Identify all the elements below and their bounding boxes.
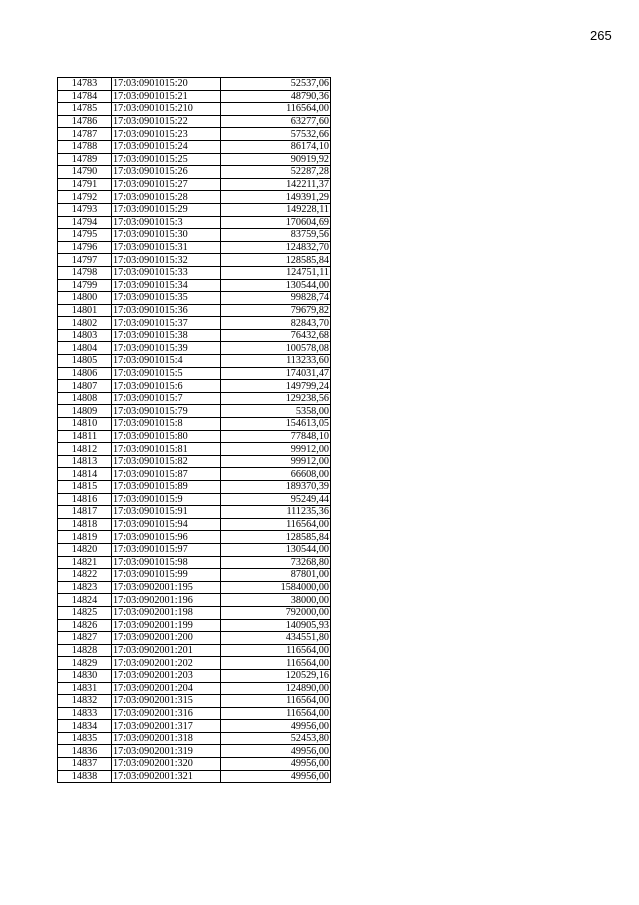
row-number-cell: 14822 (58, 569, 112, 582)
cadastral-value-cell: 128585,84 (221, 254, 331, 267)
cadastral-value-cell: 52537,06 (221, 78, 331, 91)
table-row (58, 543, 331, 556)
cadastral-value-cell: 90919,92 (221, 153, 331, 166)
cadastral-value-cell: 128585,84 (221, 531, 331, 544)
table-row (58, 254, 331, 267)
table-row (58, 140, 331, 153)
cadastral-number-cell: 17:03:0901015:91 (112, 506, 221, 519)
row-number-cell: 14816 (58, 493, 112, 506)
table-row (58, 266, 331, 279)
row-number-cell: 14806 (58, 367, 112, 380)
cadastral-value-cell: 124832,70 (221, 241, 331, 254)
cadastral-value-table (57, 77, 331, 783)
cadastral-number-cell: 17:03:0901015:98 (112, 556, 221, 569)
row-number-cell: 14810 (58, 418, 112, 431)
row-number-cell: 14838 (58, 770, 112, 783)
cadastral-number-cell: 17:03:0901015:37 (112, 317, 221, 330)
cadastral-number-cell: 17:03:0902001:199 (112, 619, 221, 632)
cadastral-number-cell: 17:03:0901015:97 (112, 543, 221, 556)
table-row (58, 103, 331, 116)
table-row (58, 745, 331, 758)
cadastral-value-cell: 434551,80 (221, 632, 331, 645)
cadastral-value-cell: 99912,00 (221, 443, 331, 456)
row-number-cell: 14820 (58, 543, 112, 556)
table-row (58, 355, 331, 368)
row-number-cell: 14821 (58, 556, 112, 569)
cadastral-number-cell: 17:03:0902001:196 (112, 594, 221, 607)
cadastral-number-cell: 17:03:0902001:321 (112, 770, 221, 783)
row-number-cell: 14831 (58, 682, 112, 695)
cadastral-number-cell: 17:03:0901015:7 (112, 392, 221, 405)
row-number-cell: 14836 (58, 745, 112, 758)
cadastral-value-cell: 76432,68 (221, 329, 331, 342)
cadastral-value-cell: 86174,10 (221, 140, 331, 153)
cadastral-value-cell: 99828,74 (221, 292, 331, 305)
cadastral-value-cell: 52287,28 (221, 166, 331, 179)
cadastral-number-cell: 17:03:0901015:23 (112, 128, 221, 141)
cadastral-number-cell: 17:03:0901015:30 (112, 229, 221, 242)
cadastral-number-cell: 17:03:0901015:87 (112, 468, 221, 481)
row-number-cell: 14792 (58, 191, 112, 204)
row-number-cell: 14798 (58, 266, 112, 279)
cadastral-value-cell: 174031,47 (221, 367, 331, 380)
table-row (58, 241, 331, 254)
cadastral-value-cell: 142211,37 (221, 178, 331, 191)
table-body (58, 78, 331, 783)
table-row (58, 619, 331, 632)
row-number-cell: 14801 (58, 304, 112, 317)
table-row (58, 518, 331, 531)
cadastral-value-cell: 52453,80 (221, 732, 331, 745)
cadastral-value-cell: 1584000,00 (221, 581, 331, 594)
cadastral-number-cell: 17:03:0901015:20 (112, 78, 221, 91)
table-row (58, 732, 331, 745)
cadastral-value-cell: 116564,00 (221, 103, 331, 116)
cadastral-number-cell: 17:03:0901015:33 (112, 266, 221, 279)
cadastral-value-cell: 73268,80 (221, 556, 331, 569)
cadastral-value-cell: 77848,10 (221, 430, 331, 443)
row-number-cell: 14830 (58, 669, 112, 682)
table-row (58, 317, 331, 330)
table-row (58, 418, 331, 431)
cadastral-value-cell: 116564,00 (221, 707, 331, 720)
row-number-cell: 14819 (58, 531, 112, 544)
cadastral-value-cell: 149228,11 (221, 203, 331, 216)
table-row (58, 707, 331, 720)
cadastral-value-cell: 63277,60 (221, 115, 331, 128)
cadastral-value-cell: 149799,24 (221, 380, 331, 393)
row-number-cell: 14791 (58, 178, 112, 191)
table-row (58, 304, 331, 317)
table-row (58, 279, 331, 292)
table-row (58, 78, 331, 91)
row-number-cell: 14818 (58, 518, 112, 531)
cadastral-value-cell: 83759,56 (221, 229, 331, 242)
row-number-cell: 14803 (58, 329, 112, 342)
row-number-cell: 14808 (58, 392, 112, 405)
row-number-cell: 14785 (58, 103, 112, 116)
cadastral-value-cell: 82843,70 (221, 317, 331, 330)
row-number-cell: 14823 (58, 581, 112, 594)
row-number-cell: 14784 (58, 90, 112, 103)
cadastral-number-cell: 17:03:0901015:99 (112, 569, 221, 582)
cadastral-value-cell: 5358,00 (221, 405, 331, 418)
cadastral-number-cell: 17:03:0902001:317 (112, 720, 221, 733)
row-number-cell: 14805 (58, 355, 112, 368)
table-row (58, 292, 331, 305)
row-number-cell: 14828 (58, 644, 112, 657)
table-row (58, 481, 331, 494)
cadastral-number-cell: 17:03:0901015:5 (112, 367, 221, 380)
cadastral-value-cell: 149391,29 (221, 191, 331, 204)
row-number-cell: 14834 (58, 720, 112, 733)
cadastral-number-cell: 17:03:0901015:21 (112, 90, 221, 103)
cadastral-number-cell: 17:03:0901015:3 (112, 216, 221, 229)
cadastral-number-cell: 17:03:0902001:316 (112, 707, 221, 720)
table-row (58, 758, 331, 771)
cadastral-value-cell: 154613,05 (221, 418, 331, 431)
cadastral-number-cell: 17:03:0902001:203 (112, 669, 221, 682)
cadastral-value-cell: 111235,36 (221, 506, 331, 519)
row-number-cell: 14795 (58, 229, 112, 242)
cadastral-number-cell: 17:03:0902001:319 (112, 745, 221, 758)
row-number-cell: 14827 (58, 632, 112, 645)
cadastral-value-cell: 116564,00 (221, 657, 331, 670)
cadastral-number-cell: 17:03:0901015:79 (112, 405, 221, 418)
cadastral-value-cell: 129238,56 (221, 392, 331, 405)
cadastral-value-cell: 66608,00 (221, 468, 331, 481)
cadastral-number-cell: 17:03:0901015:96 (112, 531, 221, 544)
cadastral-value-cell: 170604,69 (221, 216, 331, 229)
cadastral-value-cell: 57532,66 (221, 128, 331, 141)
table-row (58, 203, 331, 216)
row-number-cell: 14826 (58, 619, 112, 632)
table-row (58, 669, 331, 682)
table-row (58, 342, 331, 355)
row-number-cell: 14812 (58, 443, 112, 456)
row-number-cell: 14813 (58, 455, 112, 468)
cadastral-value-cell: 113233,60 (221, 355, 331, 368)
cadastral-value-cell: 124890,00 (221, 682, 331, 695)
cadastral-number-cell: 17:03:0901015:25 (112, 153, 221, 166)
row-number-cell: 14807 (58, 380, 112, 393)
row-number-cell: 14802 (58, 317, 112, 330)
cadastral-value-cell: 49956,00 (221, 770, 331, 783)
page-number: 265 (590, 28, 612, 43)
cadastral-number-cell: 17:03:0901015:210 (112, 103, 221, 116)
table-row (58, 443, 331, 456)
cadastral-value-cell: 49956,00 (221, 758, 331, 771)
cadastral-value-cell: 116564,00 (221, 695, 331, 708)
row-number-cell: 14804 (58, 342, 112, 355)
row-number-cell: 14811 (58, 430, 112, 443)
row-number-cell: 14832 (58, 695, 112, 708)
cadastral-number-cell: 17:03:0902001:318 (112, 732, 221, 745)
table-row (58, 506, 331, 519)
cadastral-value-cell: 87801,00 (221, 569, 331, 582)
table-row (58, 556, 331, 569)
row-number-cell: 14837 (58, 758, 112, 771)
cadastral-number-cell: 17:03:0901015:9 (112, 493, 221, 506)
cadastral-value-cell: 189370,39 (221, 481, 331, 494)
table-row (58, 90, 331, 103)
cadastral-number-cell: 17:03:0902001:315 (112, 695, 221, 708)
cadastral-number-cell: 17:03:0901015:27 (112, 178, 221, 191)
cadastral-number-cell: 17:03:0901015:35 (112, 292, 221, 305)
table-row (58, 405, 331, 418)
cadastral-number-cell: 17:03:0901015:81 (112, 443, 221, 456)
cadastral-value-cell: 116564,00 (221, 518, 331, 531)
table-row (58, 329, 331, 342)
row-number-cell: 14800 (58, 292, 112, 305)
table-row (58, 128, 331, 141)
cadastral-number-cell: 17:03:0901015:6 (112, 380, 221, 393)
table-row (58, 682, 331, 695)
cadastral-number-cell: 17:03:0901015:22 (112, 115, 221, 128)
table-row (58, 531, 331, 544)
table-row (58, 115, 331, 128)
cadastral-number-cell: 17:03:0901015:31 (112, 241, 221, 254)
table-row (58, 594, 331, 607)
cadastral-number-cell: 17:03:0902001:202 (112, 657, 221, 670)
cadastral-value-cell: 140905,93 (221, 619, 331, 632)
row-number-cell: 14793 (58, 203, 112, 216)
cadastral-value-cell: 38000,00 (221, 594, 331, 607)
row-number-cell: 14835 (58, 732, 112, 745)
cadastral-number-cell: 17:03:0901015:28 (112, 191, 221, 204)
row-number-cell: 14788 (58, 140, 112, 153)
cadastral-number-cell: 17:03:0901015:89 (112, 481, 221, 494)
row-number-cell: 14799 (58, 279, 112, 292)
cadastral-number-cell: 17:03:0901015:8 (112, 418, 221, 431)
cadastral-number-cell: 17:03:0901015:38 (112, 329, 221, 342)
cadastral-number-cell: 17:03:0902001:200 (112, 632, 221, 645)
row-number-cell: 14783 (58, 78, 112, 91)
table-row (58, 632, 331, 645)
table-row (58, 606, 331, 619)
cadastral-number-cell: 17:03:0902001:201 (112, 644, 221, 657)
row-number-cell: 14829 (58, 657, 112, 670)
row-number-cell: 14815 (58, 481, 112, 494)
cadastral-number-cell: 17:03:0901015:32 (112, 254, 221, 267)
table-row (58, 644, 331, 657)
table-row (58, 720, 331, 733)
cadastral-value-cell: 792000,00 (221, 606, 331, 619)
row-number-cell: 14833 (58, 707, 112, 720)
cadastral-number-cell: 17:03:0902001:204 (112, 682, 221, 695)
cadastral-value-cell: 99912,00 (221, 455, 331, 468)
table-row (58, 153, 331, 166)
cadastral-number-cell: 17:03:0901015:82 (112, 455, 221, 468)
table-row (58, 493, 331, 506)
table-row (58, 392, 331, 405)
row-number-cell: 14814 (58, 468, 112, 481)
row-number-cell: 14824 (58, 594, 112, 607)
cadastral-number-cell: 17:03:0901015:94 (112, 518, 221, 531)
cadastral-value-cell: 95249,44 (221, 493, 331, 506)
cadastral-number-cell: 17:03:0901015:39 (112, 342, 221, 355)
table-row (58, 178, 331, 191)
cadastral-number-cell: 17:03:0901015:24 (112, 140, 221, 153)
row-number-cell: 14794 (58, 216, 112, 229)
cadastral-number-cell: 17:03:0901015:34 (112, 279, 221, 292)
cadastral-value-cell: 100578,08 (221, 342, 331, 355)
cadastral-number-cell: 17:03:0902001:320 (112, 758, 221, 771)
table-row (58, 770, 331, 783)
cadastral-value-cell: 120529,16 (221, 669, 331, 682)
table-row (58, 367, 331, 380)
cadastral-value-cell: 49956,00 (221, 720, 331, 733)
cadastral-value-cell: 116564,00 (221, 644, 331, 657)
table-row (58, 430, 331, 443)
row-number-cell: 14797 (58, 254, 112, 267)
row-number-cell: 14796 (58, 241, 112, 254)
table-row (58, 191, 331, 204)
cadastral-number-cell: 17:03:0901015:36 (112, 304, 221, 317)
cadastral-number-cell: 17:03:0901015:80 (112, 430, 221, 443)
table-row (58, 166, 331, 179)
table-row (58, 468, 331, 481)
row-number-cell: 14789 (58, 153, 112, 166)
table-row (58, 695, 331, 708)
table-row (58, 569, 331, 582)
row-number-cell: 14790 (58, 166, 112, 179)
table-row (58, 216, 331, 229)
cadastral-value-cell: 48790,36 (221, 90, 331, 103)
cadastral-number-cell: 17:03:0902001:198 (112, 606, 221, 619)
table-row (58, 581, 331, 594)
cadastral-value-cell: 124751,11 (221, 266, 331, 279)
table-row (58, 657, 331, 670)
cadastral-number-cell: 17:03:0901015:29 (112, 203, 221, 216)
cadastral-number-cell: 17:03:0902001:195 (112, 581, 221, 594)
table-row (58, 229, 331, 242)
cadastral-value-cell: 130544,00 (221, 543, 331, 556)
row-number-cell: 14786 (58, 115, 112, 128)
row-number-cell: 14817 (58, 506, 112, 519)
row-number-cell: 14825 (58, 606, 112, 619)
cadastral-number-cell: 17:03:0901015:26 (112, 166, 221, 179)
row-number-cell: 14809 (58, 405, 112, 418)
cadastral-value-cell: 130544,00 (221, 279, 331, 292)
cadastral-value-cell: 49956,00 (221, 745, 331, 758)
cadastral-number-cell: 17:03:0901015:4 (112, 355, 221, 368)
cadastral-value-cell: 79679,82 (221, 304, 331, 317)
table-row (58, 380, 331, 393)
row-number-cell: 14787 (58, 128, 112, 141)
table-row (58, 455, 331, 468)
